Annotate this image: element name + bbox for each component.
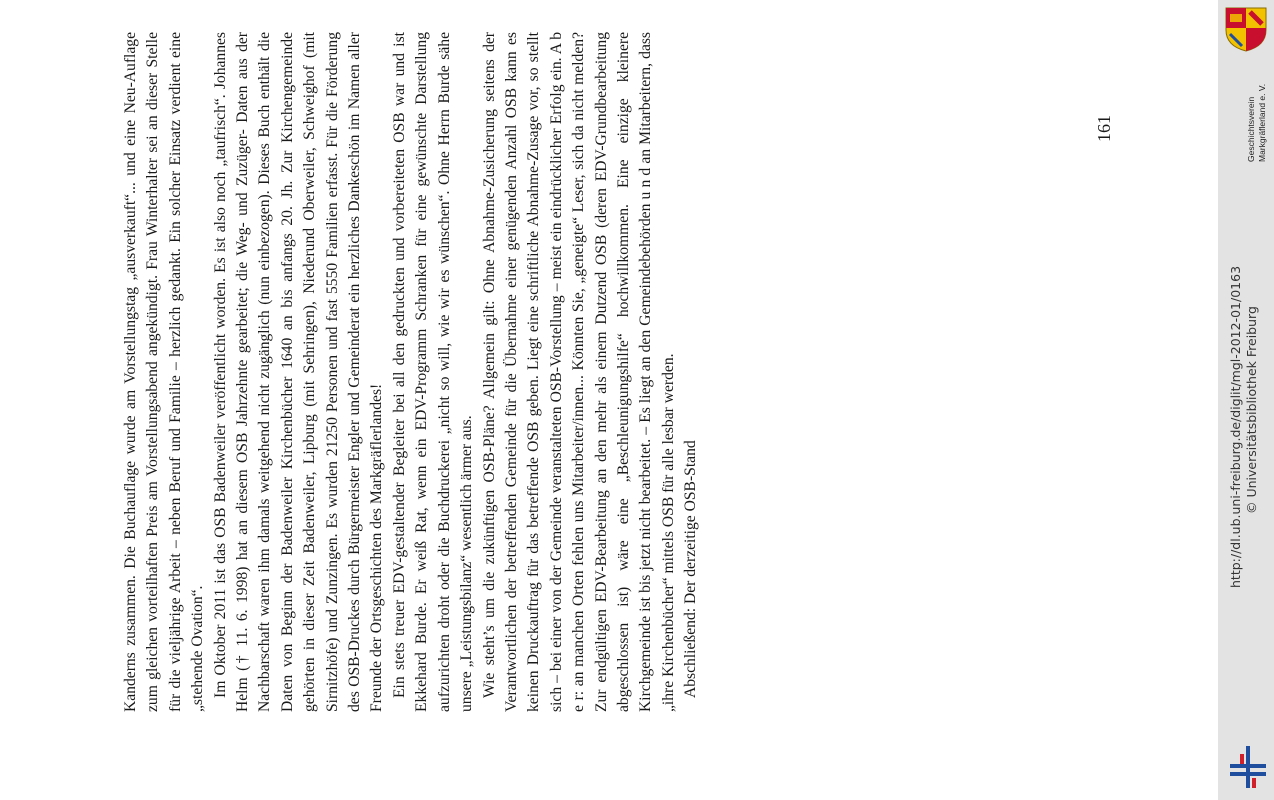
verein-line-2: Markgräflerland e. V. [1257,83,1267,162]
verein-crest-icon [1222,6,1270,52]
paragraph-2: Im Oktober 2011 ist das OSB Badenweiler veröffentlicht worden. Es ist also noch „taufrisch“. Johannes Helm († 11. 6. 1998) hat an diesem OSB Jahrzehnte gearbeitet; die Weg- und Zuzüger- Daten aus der Nachbarschaft waren ihm damals weitgehend nicht zugänglich (nun einbezogen). Dieses Buch enthält die Daten von Beginn der Badenweiler Kirchenbücher 1640 an bis anfangs 20. Jh. Zur Kirchengemeinde gehörten in dieser Zeit Badenweiler, Lipburg (mit Sehringen), Niederund Oberweiler, Schweighof (mit Sirnitzhöfe) und Zunzingen. Es wurden 21250 Personen und fast 5550 Familien erfasst. Für die Förderung des OSB-Druckes durch Bürgermeister Engler und Gemeinderat ein herzliches Dankeschön im Namen aller Freunde der Ortsgeschichten des Markgräflerlandes! [211,32,386,712]
paragraph-4: Wie steht’s um die zukünftigen OSB-Pläne? Allgemein gilt: Ohne Abnahme-Zusicherung seitens der Verantwortlichen der betreffenden Gemeinde für die Übernahme einer genügenden Anzahl OSB kann es keinen Druckauftrag für das betreffende OSB geben. Liegt eine schriftliche Abnahme-Zusage vor, so stellt sich – bei einer von der Gemeinde veranstalteten OSB-Vorstellung – meist ein eindrücklicher Erfolg ein. A b e r: an manchen Orten fehlen uns Mitarbeiter/innen... Könnten Sie, „geneigte“ Leser, sich da nicht melden? Zur endgültigen EDV-Bearbeitung an den mehr als einem Dutzend OSB (deren EDV-Grundbearbeitung abgeschlossen ist) wäre eine „Beschleunigungshilfe“ hochwillkommen. Eine einzige kleinere Kirchgemeinde ist bis jetzt nicht bearbeitet. – Es liegt an den Gemeindebehörden u n d an Mitarbeitern, dass „ihre Kirchenbücher“ mittels OSB für alle lesbar werden. [480,32,677,712]
verein-line-1: Geschichtsverein [1246,96,1256,162]
paragraph-3: Ein stets treuer EDV-gestaltender Begleiter bei all den gedruckten und vorbereiteten OSB war und ist Ekkehard Burde. Er weiß Rat, wenn ein EDV-Programm Schranken für eine gewünschte Darstellung aufzurichten droht oder die Buchdruckerei „nicht so will, wie wir es wünschen“. Ohne Herrn Burde sähe unsere „Leistungsbilanz“ wesentlich ärmer aus. [390,32,476,712]
ub-freiburg-logo-icon [1226,744,1270,790]
page-number: 161 [1094,115,1114,142]
verein-label [1246,84,1268,162]
copyright-notice: © Universitätsbibliothek Freiburg [1244,306,1259,514]
paragraph-5: Abschließend: Der derzeitige OSB-Stand [682,440,700,698]
permalink-url[interactable]: http://dl.ub.uni-freiburg.de/diglit/mgl-2012-01/0163 [1228,265,1243,588]
page-body-text [120,32,820,712]
paragraph-1: Kanderns zusammen. Die Buchauflage wurde am Vorstellungstag „ausverkauft“... und eine Neu-Auflage zum gleichen vorteilhaften Preis am Vorstellungsabend angekündigt. Frau Winterhalter sei an dieser Stelle für die vieljährige Arbeit – neben Beruf und Familie – herzlich gedankt. Ein solcher Einsatz verdient eine „stehende Ovation“. [122,32,207,712]
